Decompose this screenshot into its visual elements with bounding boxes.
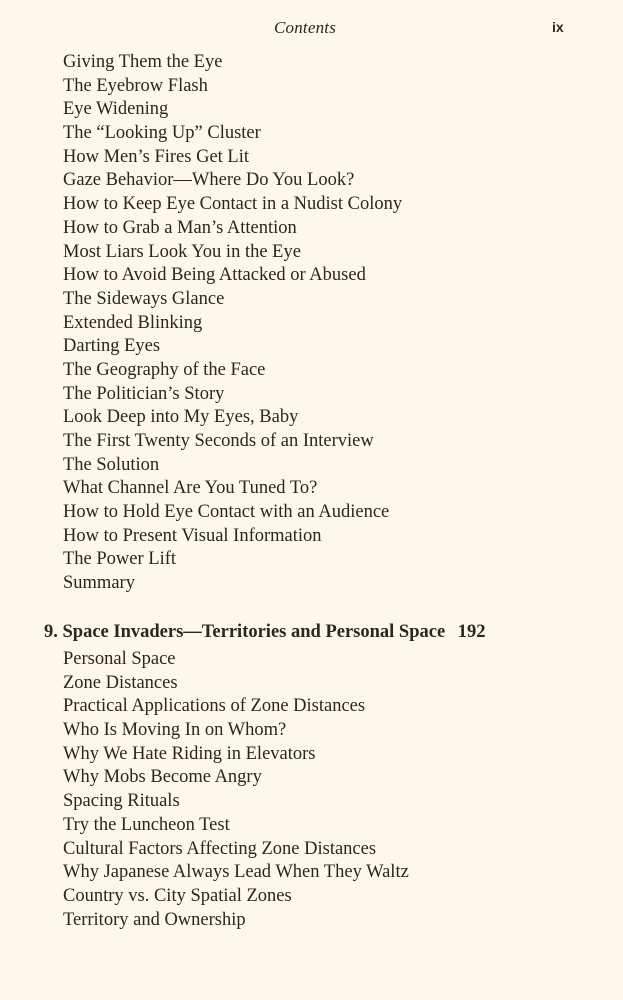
running-title: Contents bbox=[273, 18, 337, 37]
toc-entry: How to Keep Eye Contact in a Nudist Colony bbox=[63, 194, 403, 215]
toc-entry: Eye Widening bbox=[63, 99, 169, 120]
toc-entry: Summary bbox=[63, 573, 135, 594]
toc-entry: Look Deep into My Eyes, Baby bbox=[63, 407, 299, 428]
toc-entry: Cultural Factors Affecting Zone Distances bbox=[63, 838, 377, 859]
chapter-number: 9. bbox=[44, 622, 58, 642]
toc-entry: Why Mobs Become Angry bbox=[63, 767, 262, 788]
running-head bbox=[0, 18, 623, 42]
toc-entry: How to Present Visual Information bbox=[63, 525, 322, 546]
toc-entry: How to Grab a Man’s Attention bbox=[63, 217, 297, 238]
toc-entry: Most Liars Look You in the Eye bbox=[63, 241, 301, 262]
toc-entry: Extended Blinking bbox=[63, 312, 203, 333]
toc-entry: Giving Them the Eye bbox=[63, 52, 223, 72]
toc-entry: The Solution bbox=[63, 454, 160, 475]
toc-entry: How to Hold Eye Contact with an Audience bbox=[63, 502, 390, 523]
toc-entry: Try the Luncheon Test bbox=[63, 814, 230, 835]
toc-chapter-9-list bbox=[63, 648, 409, 932]
toc-entry: The Power Lift bbox=[63, 549, 177, 570]
page-number: ix bbox=[552, 19, 564, 35]
toc-entry: How to Avoid Being Attacked or Abused bbox=[63, 265, 366, 286]
toc-entry: The Politician’s Story bbox=[63, 383, 225, 404]
toc-entry: The Geography of the Face bbox=[63, 359, 266, 380]
chapter-heading bbox=[44, 620, 486, 644]
toc-entry: How Men’s Fires Get Lit bbox=[63, 146, 250, 167]
toc-entry: Practical Applications of Zone Distances bbox=[63, 696, 366, 717]
toc-entry: The Sideways Glance bbox=[63, 288, 225, 309]
toc-entry: What Channel Are You Tuned To? bbox=[63, 478, 318, 499]
toc-entry: Darting Eyes bbox=[63, 336, 161, 357]
toc-section-list bbox=[63, 51, 402, 596]
toc-entry: The First Twenty Seconds of an Interview bbox=[63, 431, 374, 451]
chapter-title: Space Invaders—Territories and Personal Space bbox=[62, 622, 446, 642]
toc-entry: Personal Space bbox=[63, 649, 176, 669]
toc-entry: Who Is Moving In on Whom? bbox=[63, 720, 287, 741]
toc-entry: Gaze Behavior—Where Do You Look? bbox=[63, 170, 355, 191]
toc-entry: The “Looking Up” Cluster bbox=[63, 123, 261, 144]
toc-entry: Why Japanese Always Lead When They Waltz bbox=[63, 862, 409, 883]
toc-entry: Territory and Ownership bbox=[63, 909, 246, 930]
toc-entry: Zone Distances bbox=[63, 672, 178, 693]
chapter-page-number: 192 bbox=[457, 622, 486, 642]
toc-entry: The Eyebrow Flash bbox=[63, 75, 208, 96]
toc-entry: Why We Hate Riding in Elevators bbox=[63, 743, 316, 764]
toc-entry: Country vs. City Spatial Zones bbox=[63, 885, 292, 906]
toc-entry: Spacing Rituals bbox=[63, 791, 180, 812]
